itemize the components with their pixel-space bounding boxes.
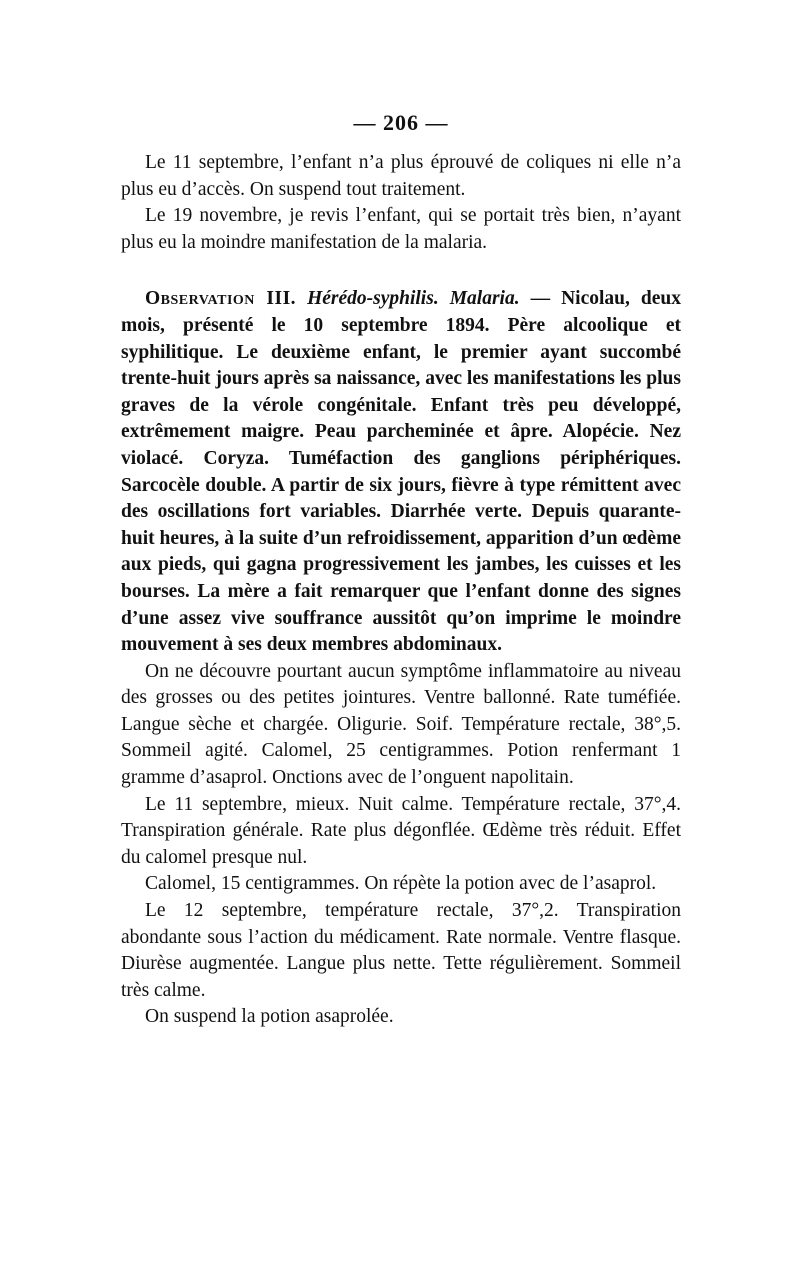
paragraph-7: On suspend la potion asaprolée. [145, 1006, 394, 1028]
paragraph-5: Calomel, 15 centigrammes. On répète la potion avec de l’asaprol. [145, 873, 657, 895]
section-spacer [121, 256, 681, 286]
observation-paragraph [121, 286, 681, 658]
paragraph-3: On ne découvre pourtant aucun symptôme inflammatoire au niveau des grosses ou des petites jointures. Ventre ballonné. Rate tuméfiée. Langue sèche et chargée. Oligurie. Soif. Température rectale, 38°,5. Sommeil agité. Calomel, 25 centigrammes. Potion renfermant 1 gramme d’asaprol. Onctions avec de l’onguent napolitain. [121, 660, 681, 789]
observation-label: Observation III. [145, 288, 297, 310]
paragraph-6: Le 12 septembre, température rectale, 37°,2. Transpiration abondante sous l’action du médicament. Rate normale. Ventre flasque. Diurèse augmentée. Langue plus nette. Tette régulièrement. Sommeil très calme. [121, 900, 681, 1001]
page-number: — 206 — [353, 110, 449, 135]
paragraph-1: Le 11 septembre, l’enfant n’a plus éprouvé de coliques ni elle n’a plus eu d’accès. On suspend tout traitement. [121, 152, 681, 200]
observation-title: Hérédo-syphilis. Malaria. [307, 288, 520, 310]
paragraph-4: Le 11 septembre, mieux. Nuit calme. Température rectale, 37°,4. Transpiration générale. Rate plus dégonflée. Œdème très réduit. Effet du calomel presque nul. [121, 793, 681, 868]
observation-text: — Nicolau, deux mois, présenté le 10 septembre 1894. Père alcoolique et syphilitique. Le deuxième enfant, le premier ayant succombé trente-huit jours après sa naissance, avec les manifestations les plus graves de la vérole congénitale. Enfant très peu développé, extrêmement maigre. Peau parcheminée et âpre. Alopécie. Nez violacé. Coryza. Tuméfaction des ganglions périphériques. Sarcocèle double. A partir de six jours, fièvre à type rémittent avec des oscillations fort variables. Diarrhée verte. Depuis quarante-huit heures, à la suite d’un refroidissement, apparition d’un œdème aux pieds, qui gagna progressivement les jambes, les cuisses et les bourses. La mère a fait remarquer que l’enfant donne des signes d’une assez vive souffrance aussitôt qu’on imprime le moindre mouvement à ses deux membres abdominaux. [121, 288, 681, 656]
paragraph-2: Le 19 novembre, je revis l’enfant, qui se portait très bien, n’ayant plus eu la moindre manifestation de la malaria. [121, 205, 681, 253]
book-page [121, 110, 681, 1031]
